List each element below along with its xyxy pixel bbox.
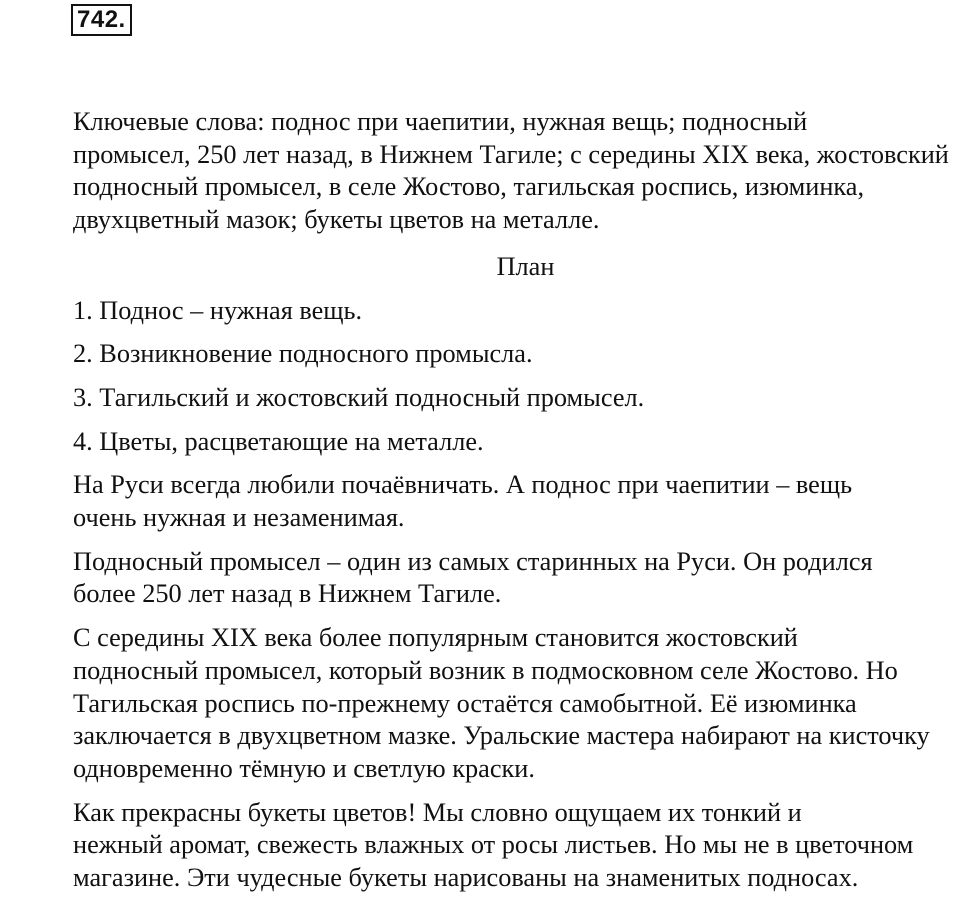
keywords-line: Ключевые слова: поднос при чаепитии, нужная вещь; подносный — [73, 107, 808, 136]
paragraph-line: С середины XIX века более популярным становится жостовский — [73, 623, 798, 653]
paragraph-line: магазине. Эти чудесные букеты нарисованы на знаменитых подносах. — [73, 863, 859, 893]
keywords-line: подносный промысел, в селе Жостово, тагильская роспись, изюминка, — [73, 172, 865, 202]
plan-item: 1. Поднос – нужная вещь. — [73, 295, 363, 325]
plan-item: 4. Цветы, расцветающие на металле. — [73, 426, 484, 456]
keywords-paragraph — [3, 106, 958, 237]
plan-item: 2. Возникновение подносного промысла. — [73, 339, 533, 369]
exercise-text — [3, 106, 958, 906]
paragraph-line: Как прекрасны букеты цветов! Мы словно ощущаем их тонкий и — [73, 797, 802, 827]
exercise-number-box: 742. — [71, 4, 132, 36]
paragraph-line: одновременно тёмную и светлую краски. — [73, 753, 535, 783]
paragraph-line: На Руси всегда любили почаёвничать. А поднос при чаепитии – вещь — [73, 470, 853, 500]
plan-item: 3. Тагильский и жостовский подносный промысел. — [73, 382, 645, 412]
paragraph-line: нежный аромат, свежесть влажных от росы листьев. Но мы не в цветочном — [73, 830, 914, 860]
paragraph-line: Тагильская роспись по-прежнему остаётся самобытной. Её изюминка — [73, 688, 857, 718]
body-paragraph — [3, 469, 958, 534]
paragraph-line: заключается в двухцветном мазке. Уральские мастера набирают на кисточку — [73, 721, 930, 751]
plan-title: План — [496, 251, 555, 281]
body-paragraph — [3, 797, 958, 895]
keywords-line: промысел, 250 лет назад, в Нижнем Тагиле; с середины XIX века, жостовский — [73, 139, 949, 169]
paragraph-line: подносный промысел, который возник в подмосковном селе Жостово. Но — [73, 655, 898, 685]
paragraph-line: более 250 лет назад в Нижнем Тагиле. — [73, 579, 502, 609]
body-paragraph — [3, 546, 958, 611]
paragraph-line: очень нужная и незаменимая. — [73, 503, 405, 533]
paragraph-line: Подносный промысел – один из самых старинных на Руси. Он родился — [73, 546, 873, 576]
body-paragraph — [3, 622, 958, 786]
keywords-line: двухцветный мазок; букеты цветов на металле. — [73, 205, 600, 235]
